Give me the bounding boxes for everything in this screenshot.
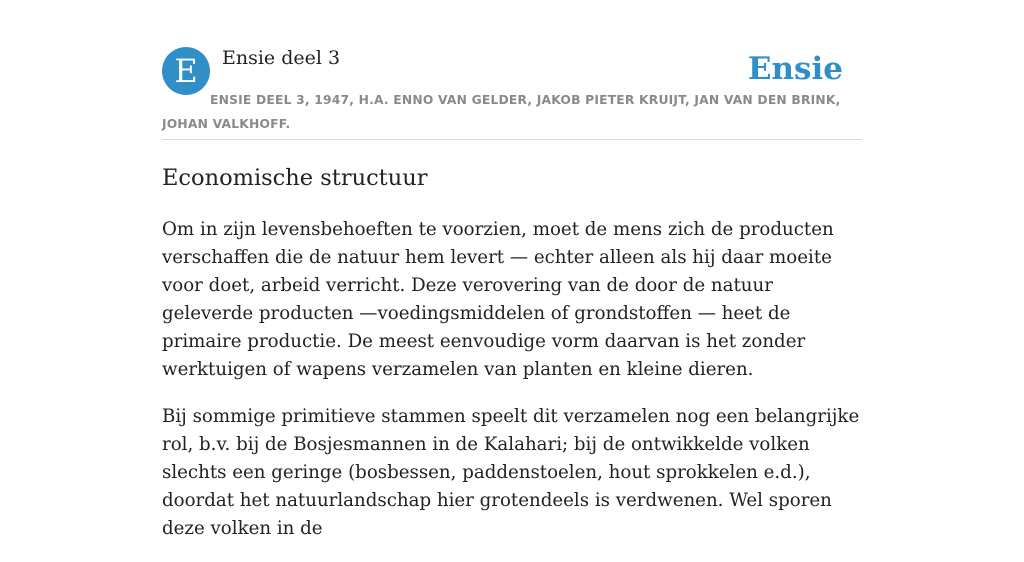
article-title: Economische structuur xyxy=(162,165,428,191)
header-divider xyxy=(162,139,862,140)
ensie-logo-icon[interactable]: E xyxy=(162,47,210,95)
book-title-link[interactable]: Ensie deel 3 xyxy=(222,47,341,69)
brand-logo-link[interactable]: Ensie xyxy=(747,51,843,87)
source-metadata: ENSIE DEEL 3, 1947, H.A. ENNO VAN GELDER, JAKOB PIETER KRUIJT, JAN VAN DEN BRINK, JOHAN VALKHOFF. xyxy=(162,93,841,131)
article-paragraph: Bij sommige primitieve stammen speelt dit verzamelen nog een belangrijke rol, b.v. bij de Bosjesmannen in de Kalahari; bij de ontwikkelde volken slechts een geringe (bosbessen, paddenstoelen, hout sprokkelen e.d.), doordat het natuurlandschap hier grotendeels is verdwenen. Wel sporen deze volken in de xyxy=(162,406,860,539)
article-paragraph: Om in zijn levensbehoeften te voorzien, moet de mens zich de producten verschaffen die de natuur hem levert — echter alleen als hij daar moeite voor doet, arbeid verricht. Deze verovering van de door de natuur geleverde producten —voedingsmiddelen of grondstoffen — heet de primaire productie. De meest eenvoudige vorm daarvan is het zonder werktuigen of wapens verzamelen van planten en kleine dieren. xyxy=(162,219,834,380)
page-header xyxy=(162,0,862,140)
article-body xyxy=(162,216,862,562)
